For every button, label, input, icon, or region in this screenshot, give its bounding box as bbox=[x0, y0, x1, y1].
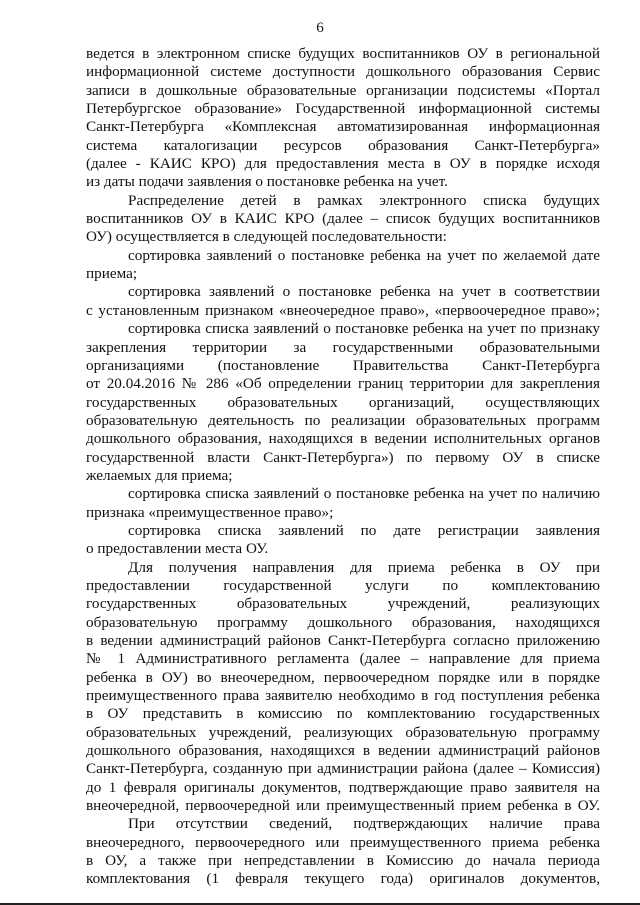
text-line: информационной системе доступности дошкольного образования Сервис bbox=[86, 63, 600, 81]
text-line: система каталогизации ресурсов образования Санкт-Петербурга» bbox=[86, 136, 600, 154]
text-line: приема; bbox=[86, 265, 138, 283]
text-line: При отсутствии сведений, подтверждающих наличие права bbox=[128, 815, 600, 833]
text-line: сортировка списка заявлений о постановке ребенка на учет по признаку bbox=[128, 320, 600, 338]
page-number: 6 bbox=[316, 20, 324, 36]
text-line: государственных образовательных организаций, осуществляющих bbox=[86, 393, 600, 411]
text-line: сортировка заявлений о постановке ребенка на учет в соответствии bbox=[128, 283, 600, 301]
text-line: закрепления территории за государственными образовательными bbox=[86, 338, 600, 356]
text-line: в ОУ, а также при непредставлении в Комиссию до начала периода bbox=[86, 852, 600, 870]
text-line: сортировка списка заявлений по дате регистрации заявления bbox=[128, 521, 600, 539]
text-line: комплектования (1 февраля текущего года) оригиналов документов, bbox=[86, 870, 600, 888]
text-line: предоставлении государственной услуги по комплектованию bbox=[86, 576, 600, 594]
text-line: № 1 Административного регламента (далее – направление для приема bbox=[86, 650, 600, 668]
text-line: ребенка в ОУ) во внеочередном, первоочередном порядке или в порядке bbox=[86, 668, 600, 686]
text-line: Распределение детей в рамках электронного списка будущих bbox=[128, 191, 600, 209]
text-line: ведется в электронном списке будущих воспитанников ОУ в региональной bbox=[86, 45, 600, 62]
text-line: Санкт-Петербурга, созданную при администрации района (далее – Комиссия) bbox=[86, 760, 600, 778]
text-line: желаемых для приема; bbox=[86, 466, 233, 484]
text-line: до 1 февраля оригиналы документов, подтверждающие право заявителя на bbox=[86, 778, 600, 796]
text-line: сортировка списка заявлений о постановке ребенка на учет по наличию bbox=[128, 485, 600, 503]
text-line: сортировка заявлений о постановке ребенка на учет по желаемой дате bbox=[128, 246, 600, 264]
text-line: организациями (постановление Правительства Санкт-Петербурга bbox=[86, 356, 600, 374]
text-line: внеочередной, первоочередной или преимущественный прием ребенка в ОУ. bbox=[86, 797, 600, 815]
text-line: внеочередного, первоочередного или преимущественного приема ребенка bbox=[86, 833, 600, 851]
text-line: образовательную программу дошкольного образования, находящихся bbox=[86, 613, 600, 631]
text-line: признака «преимущественное право»; bbox=[86, 503, 334, 521]
body-text bbox=[86, 45, 600, 889]
text-line: Для получения направления для приема ребенка в ОУ при bbox=[128, 558, 600, 576]
text-line: государственной власти Санкт-Петербурга») по первому ОУ в списке bbox=[86, 448, 600, 466]
text-line: образовательных учреждений, реализующих образовательную программу bbox=[86, 723, 600, 741]
text-line: из даты подачи заявления о постановке ребенка на учет. bbox=[86, 173, 448, 191]
text-line: о предоставлении места ОУ. bbox=[86, 540, 269, 558]
text-line: записи в дошкольные образовательные организации подсистемы «Портал bbox=[86, 81, 600, 99]
text-line: ОУ) осуществляется в следующей последовательности: bbox=[86, 228, 447, 246]
text-line: государственных образовательных учреждений, реализующих bbox=[86, 595, 600, 613]
text-line: в ОУ представить в комиссию по комплектованию государственных bbox=[86, 705, 600, 723]
text-line: с установленным признаком «внеочередное право», «первоочередное право»; bbox=[86, 301, 600, 319]
text-line: от 20.04.2016 № 286 «Об определении границ территории для закрепления bbox=[86, 375, 600, 393]
text-line: в ведении администраций районов Санкт-Петербурга согласно приложению bbox=[86, 632, 600, 649]
text-line: преимущественного права заявителю необходимо в год поступления ребенка bbox=[86, 687, 600, 705]
text-line: дошкольного образования, находящихся в ведении исполнительных органов bbox=[86, 430, 600, 448]
text-line: Петербургское образование» Государственной информационной системы bbox=[86, 100, 600, 118]
text-line: Санкт-Петербурга «Комплексная автоматизированная информационная bbox=[86, 118, 600, 136]
text-line: дошкольного образования, находящихся в ведении администраций районов bbox=[86, 742, 600, 760]
text-line: образовательную деятельность по реализации образовательных программ bbox=[86, 411, 600, 429]
text-line: воспитанников ОУ в КАИС КРО (далее – список будущих воспитанников bbox=[86, 210, 600, 228]
text-line: (далее - КАИС КРО) для предоставления места в ОУ в порядке исходя bbox=[86, 155, 600, 173]
